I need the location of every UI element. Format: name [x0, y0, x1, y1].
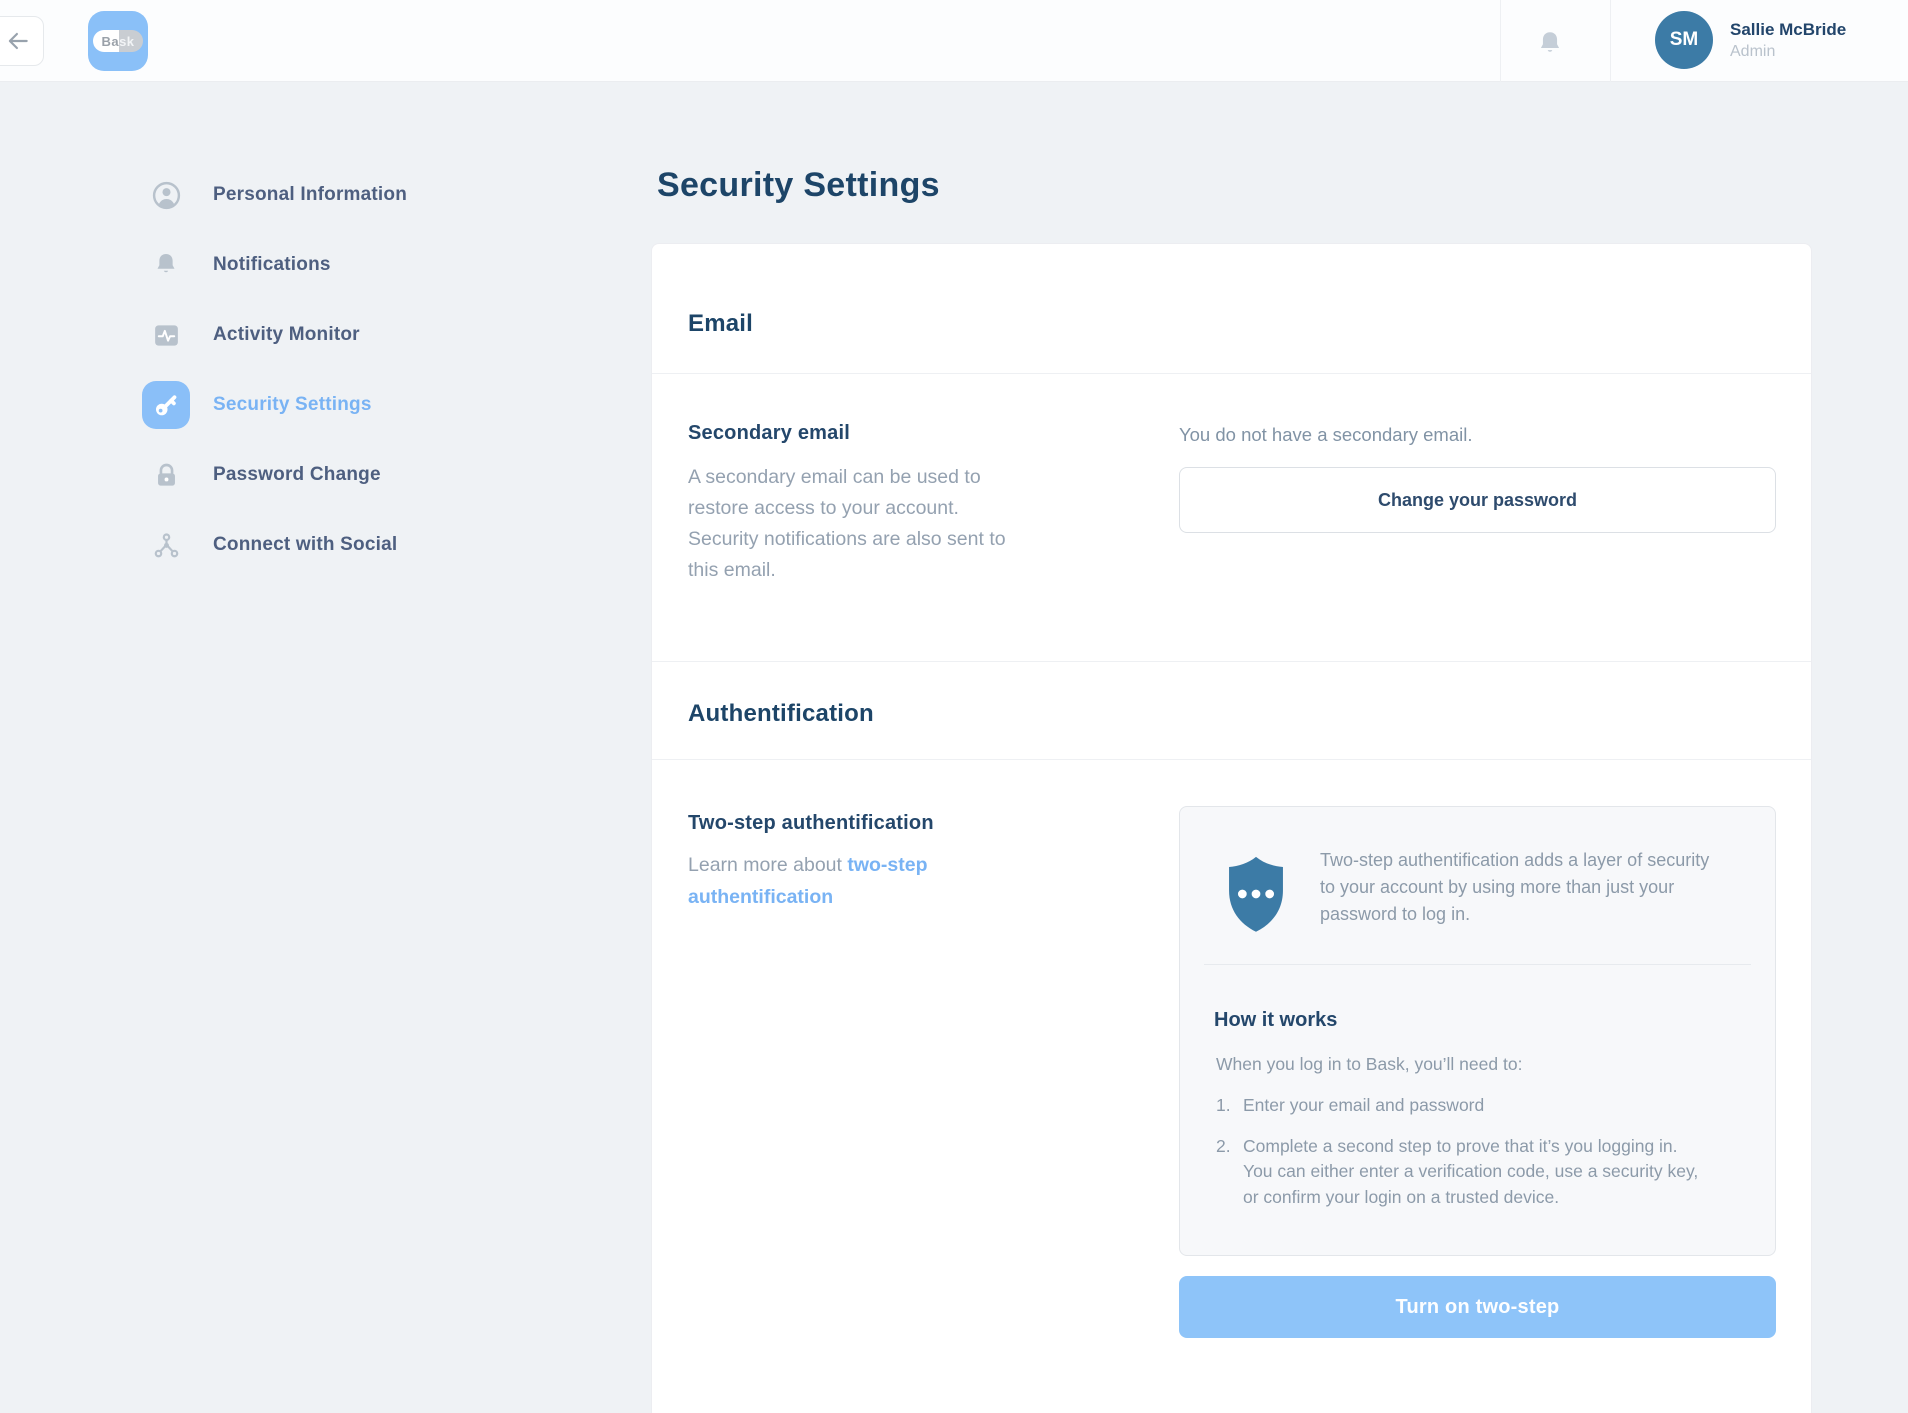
email-section-header: [652, 244, 1811, 374]
top-header: [0, 0, 1908, 82]
description-line: A secondary email can be used to: [688, 466, 981, 488]
secondary-email-status: You do not have a secondary email.: [1179, 424, 1473, 445]
sidebar-item-label: Connect with Social: [213, 534, 398, 555]
two-step-info: [688, 812, 1088, 913]
step-line: Complete a second step to prove that it’s you logging in.: [1243, 1135, 1678, 1156]
sidebar-item-connect-with-social[interactable]: [142, 510, 522, 580]
user-role: Admin: [1730, 42, 1776, 60]
panel-divider: [1204, 964, 1751, 965]
avatar: SM: [1655, 11, 1713, 69]
description-line: Security notifications are also sent to: [688, 528, 1006, 550]
two-step-panel: [1179, 806, 1776, 1256]
sidebar-item-activity-monitor[interactable]: [142, 300, 522, 370]
intro-line: Two-step authentification adds a layer of security: [1320, 850, 1710, 870]
activity-icon: [142, 311, 190, 359]
user-icon: [142, 171, 190, 219]
sidebar-item-personal-information[interactable]: [142, 160, 522, 230]
user-name: Sallie McBride: [1730, 19, 1847, 39]
step-line: You can either enter a verification code, use a security key,: [1243, 1161, 1699, 1181]
header-divider: [1610, 0, 1611, 82]
bask-logo-pill: [93, 30, 143, 52]
change-password-button[interactable]: Change your password: [1179, 467, 1776, 533]
secondary-email-actions: [1179, 424, 1776, 533]
bell-icon: [142, 241, 190, 289]
secondary-email-row: [652, 374, 1811, 662]
description-line: this email.: [688, 559, 776, 581]
lock-icon: [142, 451, 190, 499]
step-line: Enter your email and password: [1243, 1095, 1485, 1115]
two-step-row: [652, 760, 1811, 1413]
user-menu[interactable]: [1655, 11, 1846, 69]
sidebar-item-label: Security Settings: [213, 394, 372, 415]
learn-more-text: [688, 849, 978, 913]
sidebar-item-notifications[interactable]: [142, 230, 522, 300]
learn-more-link[interactable]: two-step authentification: [688, 854, 928, 908]
how-it-works-steps: [1216, 1093, 1698, 1225]
sidebar-item-label: Password Change: [213, 464, 381, 485]
secondary-email-info: [688, 422, 1088, 586]
turn-on-two-step-button[interactable]: Turn on two-step: [1179, 1276, 1776, 1338]
secondary-email-description: [688, 462, 1088, 586]
secondary-email-label: Secondary email: [688, 422, 850, 444]
step-line: or confirm your login on a trusted device.: [1243, 1186, 1560, 1207]
email-section-heading: Email: [688, 310, 754, 337]
bask-logo[interactable]: [88, 11, 148, 71]
settings-sidebar: [142, 160, 522, 580]
learn-more-prefix: Learn more about: [688, 854, 848, 876]
auth-section-heading: Authentification: [688, 700, 874, 727]
step-text: [1243, 1093, 1484, 1119]
user-meta: [1730, 19, 1846, 62]
notifications-bell-button[interactable]: [1528, 24, 1572, 64]
back-button[interactable]: [0, 16, 44, 66]
auth-section-header: [652, 662, 1811, 760]
share-icon: [142, 521, 190, 569]
bell-icon: [1534, 28, 1566, 60]
step-number: 1.: [1216, 1095, 1231, 1115]
description-line: restore access to your account.: [688, 497, 959, 519]
intro-line: to your account by using more than just your: [1320, 877, 1675, 897]
header-divider: [1500, 0, 1501, 82]
sidebar-item-label: Personal Information: [213, 184, 408, 205]
intro-line: password to log in.: [1320, 904, 1471, 924]
logo-text-left: Ba: [101, 33, 120, 49]
step-item: [1216, 1093, 1698, 1119]
arrow-left-icon: [5, 28, 31, 54]
step-text: [1243, 1134, 1698, 1211]
sidebar-item-password-change[interactable]: [142, 440, 522, 510]
sidebar-item-label: Notifications: [213, 254, 331, 275]
sidebar-item-label: Activity Monitor: [213, 324, 360, 345]
how-it-works-intro: When you log in to Bask, you’ll need to:: [1216, 1054, 1523, 1074]
how-it-works-title: How it works: [1214, 1009, 1338, 1031]
settings-card: [651, 243, 1812, 1413]
step-item: [1216, 1134, 1698, 1211]
two-step-intro: [1320, 847, 1709, 928]
two-step-label: Two-step authentification: [688, 812, 934, 834]
key-icon: [142, 381, 190, 429]
shield-icon: [1214, 851, 1298, 939]
page-title: Security Settings: [657, 166, 940, 204]
step-number: 2.: [1216, 1135, 1231, 1156]
sidebar-item-security-settings[interactable]: [142, 370, 522, 440]
logo-text-right: sk: [119, 33, 135, 49]
